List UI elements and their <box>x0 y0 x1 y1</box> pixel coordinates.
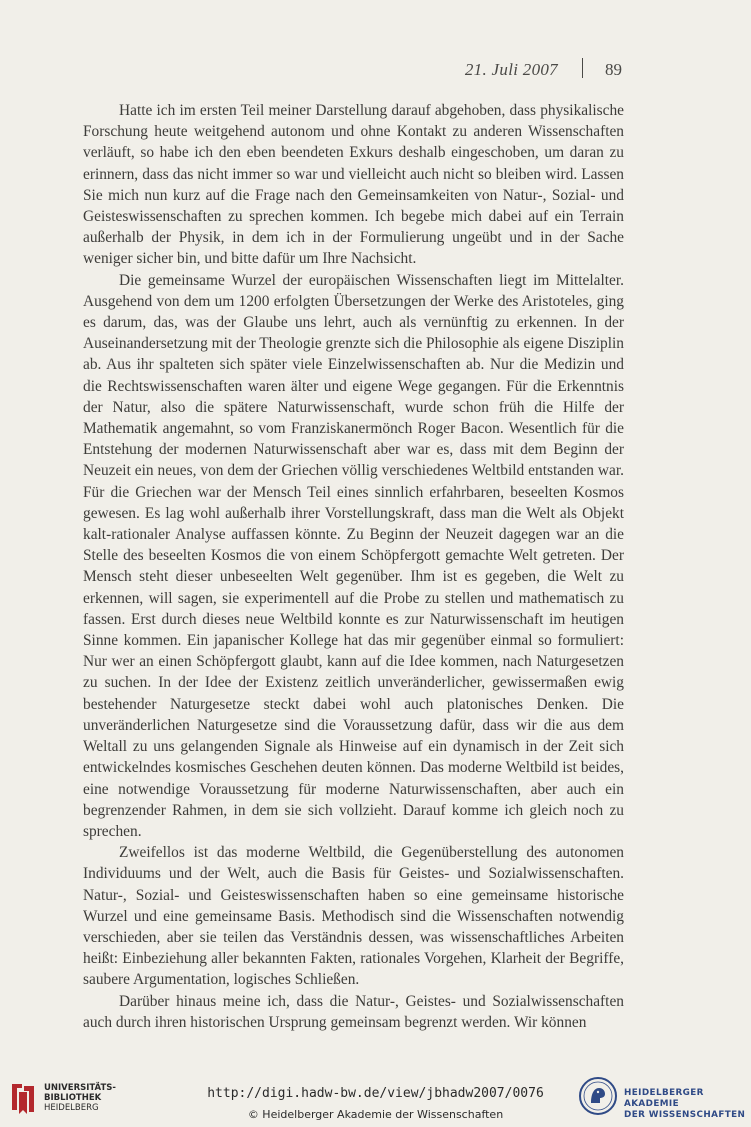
paragraph-2: Die gemeinsame Wurzel der europäischen Wissenschaften liegt im Mittelalter. Ausgehend von dem um 1200 erfolgten Übersetzungen der Werke des Aristoteles, ging es darum, das, was der Glaube uns lehrt, auch als vernünftig zu erkennen. In der Auseinandersetzung mit der Theologie grenzte sich die Philosophie als eigene Disziplin ab. Aus ihr spalteten sich später viele Einzelwissenschaften ab. Nur die Medizin und die Rechtswissenschaften waren älter und eigene Wege gegangen. Für die Erkenntnis der Natur, also die spätere Naturwissenschaft, wurde schon früh die Hilfe der Mathematik angemahnt, so vom Franziskanermönch Roger Bacon. Wesentlich für die Entstehung der modernen Naturwissenschaft aber war es, dass mit dem Beginn der Neuzeit ein neues, von dem der Griechen völlig verschiedenes Weltbild entstanden war. Für die Griechen war der Mensch Teil eines sinnlich erfahrbaren, beseelten Kosmos gewesen. Es lag wohl außerhalb ihrer Vorstellungskraft, dass man die Welt als Objekt kalt-rationaler Analyse auffassen könnte. Zu Beginn der Neuzeit dagegen war an die Stelle des beseelten Kosmos die von einem Schöpfergott gemachte Welt getreten. Der Mensch steht dieser unbeseelten Welt gegenüber. Ihm ist es gegeben, die Welt zu erkennen, will sagen, sie experimentell auf die Probe zu stellen und mathematisch zu fassen. Erst durch dieses neue Weltbild konnte es zur Naturwissenschaft im heutigen Sinne kommen. Ein japanischer Kollege hat das mir gegenüber einmal so formuliert: Nur wer an einen Schöpfergott glaubt, kann auf die Idee kommen, nach Naturgesetzen zu suchen. In der Idee der Existenz zeitlich unveränderlicher, gewissermaßen ewig bestehender Naturgesetze steckt dabei wohl auch platonisches Denken. Die unveränderlichen Naturgesetze sind die Voraussetzung dafür, dass wir die aus dem Weltall zu uns gelangenden Signale als Hinweise auf ein dynamisch in der Zeit sich entwickelndes kosmisches Geschehen deuten können. Das moderne Weltbild ist beides, eine notwendige Voraussetzung für moderne Naturwissenschaften, aber auch ein begrenzender Rahmen, in dem sie sich vollzieht. Darauf komme ich gleich noch zu sprechen. <box>83 271 624 840</box>
library-logo-line-3: HEIDELBERG <box>44 1103 99 1113</box>
page-footer <box>0 1072 751 1127</box>
copyright-notice: © Heidelberger Akademie der Wissenschaften <box>247 1108 504 1121</box>
header-date: 21. Juli 2007 <box>464 60 558 79</box>
running-header <box>0 58 751 82</box>
page-number: 89 <box>605 60 622 79</box>
library-logo-line-1: UNIVERSITÄTS- <box>44 1083 116 1093</box>
academy-logo-line-2: DER WISSENSCHAFTEN <box>624 1110 746 1120</box>
paragraph-1: Hatte ich im ersten Teil meiner Darstellung darauf abgehoben, dass physikalische Forschung heute weitgehend autonom und ohne Kontakt zu anderen Wissenschaften verläuft, so habe ich den eben beendeten Exkurs deshalb eingeschoben, um daran zu erinnern, dass das nicht immer so war und vielleicht auch nicht so bleiben wird. Lassen Sie mich nun kurz auf die Frage nach den Gemeinsamkeiten von Natur-, Sozial- und Geisteswissenschaften zu sprechen kommen. Ich begebe mich dabei auf ein Terrain außerhalb der Physik, in dem ich in der Formulierung ungeübt und in der Sache weniger sicher bin, und bitte dafür um Ihre Nachsicht. <box>83 102 624 268</box>
academy-logo[interactable] <box>578 1076 748 1120</box>
header-divider <box>582 58 583 78</box>
library-logo-line-2: BIBLIOTHEK <box>44 1093 102 1103</box>
paragraph-4: Darüber hinaus meine ich, dass die Natur-, Geistes- und Sozialwissenschaften auch durch ihren historischen Ursprung gemeinsam begrenzt werden. Wir können <box>83 992 624 1031</box>
paragraph-3: Zweifellos ist das moderne Weltbild, die Gegenüberstellung des autonomen Individuums und der Welt, auch die Basis für Geistes- und Sozialwissenschaften. Natur-, Sozial- und Geisteswissenschaften haben so eine gemeinsame historische Wurzel und eine gemeinsame Basis. Methodisch sind die Wissenschaften notwendig verschieden, aber sie teilen das Verständnis dessen, was wissenschaftliches Arbeiten heißt: Einbeziehung aller bekannten Fakten, rationales Vorgehen, Klarheit der Begriffe, saubere Argumentation, logisches Schließen. <box>83 844 624 989</box>
academy-logo-line-1: HEIDELBERGER AKADEMIE <box>624 1088 704 1109</box>
academy-seal-icon <box>578 1076 618 1116</box>
source-url-link[interactable]: http://digi.hadw-bw.de/view/jbhadw2007/0076 <box>207 1086 544 1101</box>
body-text <box>83 100 624 1033</box>
